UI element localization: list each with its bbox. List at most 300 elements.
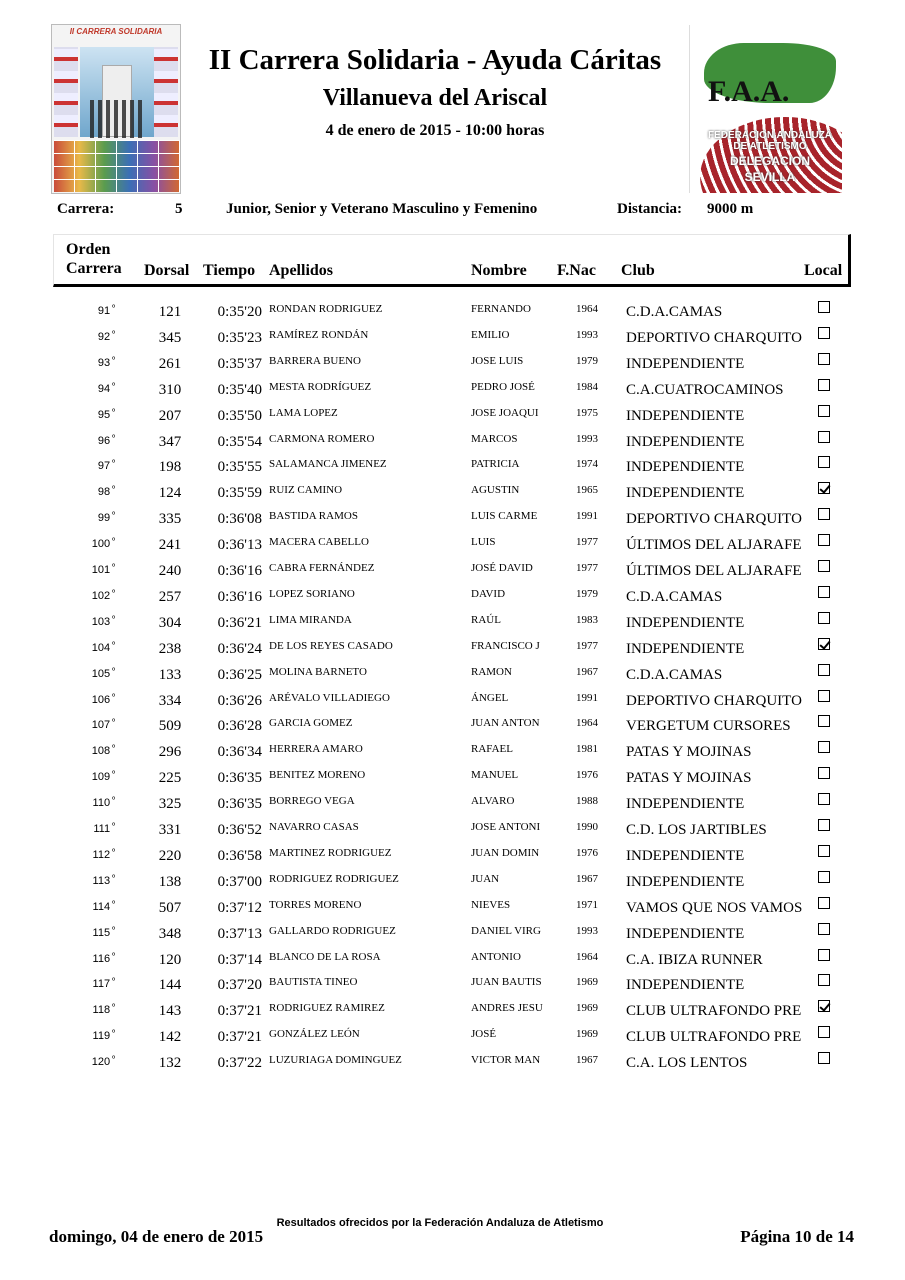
row-nombre: PATRICIA bbox=[471, 458, 520, 470]
row-fnac: 1964 bbox=[576, 303, 598, 315]
row-club: C.D.A.CAMAS bbox=[626, 589, 723, 605]
row-club: DEPORTIVO CHARQUITO bbox=[626, 693, 802, 709]
row-orden-suffix: º bbox=[112, 640, 115, 649]
poster-title: II CARRERA SOLIDARIA bbox=[69, 27, 163, 36]
local-checkbox[interactable] bbox=[818, 353, 830, 365]
row-apellidos: HERRERA AMARO bbox=[269, 743, 363, 755]
col-orden-line1: Orden bbox=[66, 241, 111, 258]
row-orden bbox=[55, 407, 115, 421]
row-fnac: 1993 bbox=[576, 925, 598, 937]
row-tiempo: 0:35'23 bbox=[217, 330, 262, 346]
row-orden-suffix: º bbox=[112, 1028, 115, 1037]
row-nombre: JUAN ANTON bbox=[471, 717, 540, 729]
row-tiempo: 0:37'21 bbox=[217, 1003, 262, 1019]
row-dorsal: 241 bbox=[158, 537, 182, 553]
row-dorsal: 133 bbox=[158, 667, 182, 683]
row-club: VERGETUM CURSORES bbox=[626, 718, 791, 734]
race-category: Junior, Senior y Veterano Masculino y Femenino bbox=[226, 201, 538, 217]
row-dorsal: 121 bbox=[158, 304, 182, 320]
row-nombre: JOSÉ DAVID bbox=[471, 562, 533, 574]
row-apellidos: ARÉVALO VILLADIEGO bbox=[269, 692, 390, 704]
row-dorsal: 138 bbox=[158, 874, 182, 890]
row-dorsal: 310 bbox=[158, 382, 182, 398]
row-nombre: NIEVES bbox=[471, 899, 511, 911]
local-checkbox[interactable] bbox=[818, 1026, 830, 1038]
local-checkbox[interactable] bbox=[818, 949, 830, 961]
row-tiempo: 0:37'22 bbox=[217, 1055, 262, 1071]
row-nombre: FRANCISCO J bbox=[471, 640, 540, 652]
row-apellidos: BAUTISTA TINEO bbox=[269, 976, 358, 988]
row-dorsal: 220 bbox=[158, 848, 182, 864]
row-fnac: 1965 bbox=[576, 484, 598, 496]
row-dorsal: 142 bbox=[158, 1029, 182, 1045]
row-orden-number: 119 bbox=[92, 1030, 111, 1042]
row-apellidos: BLANCO DE LA ROSA bbox=[269, 951, 381, 963]
row-club: C.A. IBIZA RUNNER bbox=[626, 952, 763, 968]
row-orden-number: 100 bbox=[91, 538, 111, 550]
row-club: INDEPENDIENTE bbox=[626, 434, 745, 450]
logo-line3: DELEGACION bbox=[729, 154, 810, 168]
row-fnac: 1964 bbox=[576, 717, 598, 729]
row-orden-suffix: º bbox=[112, 692, 115, 701]
row-apellidos: GARCIA GOMEZ bbox=[269, 717, 353, 729]
row-apellidos: BARRERA BUENO bbox=[269, 355, 361, 367]
row-orden-suffix: º bbox=[112, 925, 115, 934]
row-apellidos: SALAMANCA JIMENEZ bbox=[269, 458, 387, 470]
row-club: ÚLTIMOS DEL ALJARAFE bbox=[626, 537, 802, 553]
row-apellidos: RAMÍREZ RONDÁN bbox=[269, 329, 369, 341]
local-checkbox[interactable] bbox=[818, 1052, 830, 1064]
row-fnac: 1991 bbox=[576, 510, 598, 522]
row-apellidos: MACERA CABELLO bbox=[269, 536, 369, 548]
row-tiempo: 0:36'28 bbox=[217, 718, 262, 734]
row-club: INDEPENDIENTE bbox=[626, 874, 745, 890]
row-fnac: 1969 bbox=[576, 976, 598, 988]
row-fnac: 1993 bbox=[576, 433, 598, 445]
row-club: INDEPENDIENTE bbox=[626, 485, 745, 501]
row-orden-number: 93 bbox=[97, 357, 111, 369]
row-orden-suffix: º bbox=[112, 976, 115, 985]
local-checkbox[interactable] bbox=[818, 715, 830, 727]
row-nombre: JUAN BAUTIS bbox=[471, 976, 542, 988]
row-orden-suffix: º bbox=[112, 1002, 115, 1011]
row-orden bbox=[55, 873, 115, 887]
row-orden-suffix: º bbox=[112, 355, 115, 364]
row-orden bbox=[55, 303, 115, 317]
row-orden-suffix: º bbox=[112, 562, 115, 571]
poster-runners bbox=[90, 100, 144, 138]
row-orden-suffix: º bbox=[112, 873, 115, 882]
row-dorsal: 120 bbox=[158, 952, 182, 968]
row-orden bbox=[55, 666, 115, 680]
row-orden-number: 117 bbox=[92, 978, 111, 990]
row-tiempo: 0:37'20 bbox=[217, 977, 262, 993]
row-nombre: JOSE ANTONI bbox=[471, 821, 541, 833]
row-nombre: LUIS bbox=[471, 536, 496, 548]
row-nombre: RAFAEL bbox=[471, 743, 513, 755]
row-orden bbox=[55, 1028, 115, 1042]
row-dorsal: 304 bbox=[158, 615, 182, 631]
row-orden bbox=[55, 355, 115, 369]
local-checkbox[interactable] bbox=[818, 456, 830, 468]
row-dorsal: 507 bbox=[158, 900, 182, 916]
row-orden-number: 106 bbox=[91, 694, 111, 706]
row-orden-number: 103 bbox=[91, 616, 111, 628]
row-orden bbox=[55, 717, 115, 731]
row-nombre: AGUSTIN bbox=[471, 484, 520, 496]
row-fnac: 1967 bbox=[576, 873, 598, 885]
row-orden-suffix: º bbox=[112, 381, 115, 390]
col-orden-line2: Carrera bbox=[66, 260, 122, 277]
row-apellidos: LOPEZ SORIANO bbox=[269, 588, 355, 600]
row-orden bbox=[55, 821, 115, 835]
row-orden-suffix: º bbox=[112, 717, 115, 726]
row-tiempo: 0:36'35 bbox=[217, 770, 262, 786]
local-checkbox[interactable] bbox=[818, 923, 830, 935]
row-tiempo: 0:37'21 bbox=[217, 1029, 262, 1045]
row-tiempo: 0:37'00 bbox=[217, 874, 262, 890]
row-orden bbox=[55, 692, 115, 706]
row-orden-suffix: º bbox=[112, 329, 115, 338]
row-apellidos: RUIZ CAMINO bbox=[269, 484, 343, 496]
row-apellidos: LUZURIAGA DOMINGUEZ bbox=[269, 1054, 402, 1066]
row-orden bbox=[55, 458, 115, 472]
local-checkbox[interactable] bbox=[818, 767, 830, 779]
row-nombre: ANDRES JESU bbox=[471, 1002, 543, 1014]
local-checkbox[interactable] bbox=[818, 819, 830, 831]
row-club: PATAS Y MOJINAS bbox=[626, 744, 752, 760]
local-checkbox[interactable] bbox=[818, 612, 830, 624]
row-orden-number: 98 bbox=[97, 486, 111, 498]
row-nombre: PEDRO JOSÉ bbox=[471, 381, 535, 393]
event-location: Villanueva del Ariscal bbox=[322, 85, 548, 111]
row-dorsal: 331 bbox=[158, 822, 182, 838]
row-club: INDEPENDIENTE bbox=[626, 641, 745, 657]
row-orden-number: 104 bbox=[91, 642, 111, 654]
row-nombre: LUIS CARME bbox=[471, 510, 538, 522]
row-orden-suffix: º bbox=[112, 588, 115, 597]
row-fnac: 1981 bbox=[576, 743, 598, 755]
row-tiempo: 0:36'08 bbox=[217, 511, 262, 527]
row-orden-number: 111 bbox=[93, 823, 111, 835]
row-orden-suffix: º bbox=[112, 407, 115, 416]
local-checkbox[interactable] bbox=[818, 301, 830, 313]
row-nombre: JOSÉ bbox=[471, 1028, 497, 1040]
footer-date: domingo, 04 de enero de 2015 bbox=[49, 1227, 264, 1246]
col-fnac: F.Nac bbox=[557, 262, 596, 279]
row-orden-suffix: º bbox=[112, 1054, 115, 1063]
local-checkbox[interactable] bbox=[818, 534, 830, 546]
row-nombre: ALVARO bbox=[471, 795, 515, 807]
row-orden-number: 118 bbox=[92, 1004, 111, 1016]
footer-note: Resultados ofrecidos por la Federación Andaluza de Atletismo bbox=[276, 1217, 604, 1229]
row-orden bbox=[55, 536, 115, 550]
row-dorsal: 257 bbox=[158, 589, 182, 605]
col-nombre: Nombre bbox=[471, 262, 527, 279]
row-orden-suffix: º bbox=[112, 743, 115, 752]
row-fnac: 1969 bbox=[576, 1002, 598, 1014]
row-apellidos: NAVARRO CASAS bbox=[269, 821, 359, 833]
row-orden-number: 108 bbox=[91, 745, 111, 757]
row-apellidos: CABRA FERNÁNDEZ bbox=[269, 562, 375, 574]
row-nombre: MARCOS bbox=[471, 433, 518, 445]
logo-line4: SEVILLA bbox=[744, 170, 796, 184]
row-orden-number: 113 bbox=[92, 875, 111, 887]
row-club: INDEPENDIENTE bbox=[626, 796, 745, 812]
row-orden-suffix: º bbox=[112, 433, 115, 442]
local-checkbox[interactable] bbox=[818, 871, 830, 883]
row-tiempo: 0:35'37 bbox=[217, 356, 262, 372]
row-club: INDEPENDIENTE bbox=[626, 977, 745, 993]
logo-abbr: F.A.A. bbox=[708, 75, 790, 108]
row-orden-number: 92 bbox=[97, 331, 111, 343]
row-orden-number: 120 bbox=[91, 1056, 111, 1068]
row-club: INDEPENDIENTE bbox=[626, 848, 745, 864]
row-orden-number: 94 bbox=[97, 383, 111, 395]
poster-left-ads bbox=[54, 47, 78, 137]
row-orden-suffix: º bbox=[112, 458, 115, 467]
row-dorsal: 347 bbox=[158, 434, 182, 450]
row-tiempo: 0:36'24 bbox=[217, 641, 262, 657]
row-orden bbox=[55, 614, 115, 628]
row-nombre: EMILIO bbox=[471, 329, 510, 341]
row-orden bbox=[55, 1002, 115, 1016]
row-orden-suffix: º bbox=[112, 510, 115, 519]
col-local: Local bbox=[804, 262, 843, 279]
row-orden-number: 110 bbox=[92, 797, 111, 809]
row-orden-number: 99 bbox=[97, 512, 111, 524]
row-orden-suffix: º bbox=[112, 821, 115, 830]
row-nombre: ANTONIO bbox=[471, 951, 521, 963]
local-checkbox[interactable] bbox=[818, 845, 830, 857]
row-dorsal: 225 bbox=[158, 770, 182, 786]
row-fnac: 1991 bbox=[576, 692, 598, 704]
row-fnac: 1979 bbox=[576, 588, 598, 600]
local-checkbox-checked[interactable] bbox=[818, 482, 830, 494]
local-checkbox[interactable] bbox=[818, 741, 830, 753]
event-title: II Carrera Solidaria - Ayuda Cáritas bbox=[208, 44, 662, 76]
row-dorsal: 143 bbox=[158, 1003, 182, 1019]
row-tiempo: 0:36'21 bbox=[217, 615, 262, 631]
row-orden-number: 114 bbox=[92, 901, 111, 913]
row-orden bbox=[55, 640, 115, 654]
logo-line2: DE ATLETISMO bbox=[733, 141, 807, 152]
local-checkbox[interactable] bbox=[818, 974, 830, 986]
row-orden-suffix: º bbox=[112, 899, 115, 908]
row-club: CLUB ULTRAFONDO PRE bbox=[626, 1003, 802, 1019]
row-nombre: JUAN bbox=[471, 873, 500, 885]
row-tiempo: 0:36'16 bbox=[217, 589, 262, 605]
row-fnac: 1979 bbox=[576, 355, 598, 367]
row-dorsal: 124 bbox=[158, 485, 182, 501]
row-dorsal: 132 bbox=[158, 1055, 182, 1071]
row-nombre: FERNANDO bbox=[471, 303, 531, 315]
row-orden-suffix: º bbox=[112, 303, 115, 312]
row-club: C.A.CUATROCAMINOS bbox=[626, 382, 784, 398]
row-tiempo: 0:36'25 bbox=[217, 667, 262, 683]
row-dorsal: 198 bbox=[158, 459, 182, 475]
row-club: DEPORTIVO CHARQUITO bbox=[626, 330, 802, 346]
row-orden-number: 96 bbox=[97, 435, 111, 447]
row-orden-number: 109 bbox=[91, 771, 111, 783]
row-apellidos: LAMA LOPEZ bbox=[269, 407, 338, 419]
row-apellidos: TORRES MORENO bbox=[269, 899, 362, 911]
row-dorsal: 348 bbox=[158, 926, 182, 942]
row-dorsal: 509 bbox=[158, 718, 182, 734]
row-orden-number: 102 bbox=[91, 590, 111, 602]
row-fnac: 1983 bbox=[576, 614, 598, 626]
local-checkbox[interactable] bbox=[818, 793, 830, 805]
row-apellidos: RONDAN RODRIGUEZ bbox=[269, 303, 383, 315]
row-orden bbox=[55, 899, 115, 913]
row-nombre: ÁNGEL bbox=[471, 692, 509, 704]
row-apellidos: CARMONA ROMERO bbox=[269, 433, 375, 445]
row-dorsal: 238 bbox=[158, 641, 182, 657]
row-orden bbox=[55, 951, 115, 965]
row-orden bbox=[55, 847, 115, 861]
row-fnac: 1967 bbox=[576, 1054, 598, 1066]
row-orden-suffix: º bbox=[112, 769, 115, 778]
row-fnac: 1971 bbox=[576, 899, 598, 911]
row-orden bbox=[55, 510, 115, 524]
row-nombre: MANUEL bbox=[471, 769, 519, 781]
row-orden-number: 105 bbox=[91, 668, 111, 680]
local-checkbox[interactable] bbox=[818, 690, 830, 702]
row-club: INDEPENDIENTE bbox=[626, 615, 745, 631]
row-nombre: RAÚL bbox=[471, 614, 501, 626]
row-tiempo: 0:36'16 bbox=[217, 563, 262, 579]
local-checkbox[interactable] bbox=[818, 664, 830, 676]
row-nombre: VICTOR MAN bbox=[471, 1054, 541, 1066]
row-apellidos: MARTINEZ RODRIGUEZ bbox=[269, 847, 392, 859]
row-club: ÚLTIMOS DEL ALJARAFE bbox=[626, 563, 802, 579]
poster-sponsor-grid bbox=[54, 140, 180, 192]
poster-right-ads bbox=[154, 47, 178, 137]
row-apellidos: MOLINA BARNETO bbox=[269, 666, 367, 678]
row-orden-number: 115 bbox=[92, 927, 111, 939]
row-dorsal: 207 bbox=[158, 408, 182, 424]
local-checkbox[interactable] bbox=[818, 508, 830, 520]
faa-logo bbox=[689, 25, 842, 193]
row-tiempo: 0:35'54 bbox=[217, 434, 262, 450]
row-orden-number: 107 bbox=[91, 719, 111, 731]
local-checkbox[interactable] bbox=[818, 379, 830, 391]
col-dorsal: Dorsal bbox=[144, 262, 190, 279]
row-orden-suffix: º bbox=[112, 847, 115, 856]
row-nombre: RAMON bbox=[471, 666, 512, 678]
row-nombre: JOSE LUIS bbox=[471, 355, 524, 367]
local-checkbox[interactable] bbox=[818, 586, 830, 598]
row-orden-suffix: º bbox=[112, 666, 115, 675]
local-checkbox[interactable] bbox=[818, 897, 830, 909]
local-checkbox[interactable] bbox=[818, 405, 830, 417]
row-apellidos: BORREGO VEGA bbox=[269, 795, 355, 807]
row-club: INDEPENDIENTE bbox=[626, 926, 745, 942]
row-orden-suffix: º bbox=[112, 536, 115, 545]
row-dorsal: 334 bbox=[158, 693, 182, 709]
row-orden-number: 116 bbox=[92, 953, 111, 965]
col-tiempo: Tiempo bbox=[203, 262, 256, 279]
row-orden-suffix: º bbox=[112, 484, 115, 493]
row-dorsal: 296 bbox=[158, 744, 182, 760]
row-nombre: DANIEL VIRG bbox=[471, 925, 541, 937]
row-fnac: 1976 bbox=[576, 847, 598, 859]
row-apellidos: BENITEZ MORENO bbox=[269, 769, 366, 781]
row-dorsal: 325 bbox=[158, 796, 182, 812]
row-dorsal: 240 bbox=[158, 563, 182, 579]
logo-line1: FEDERACION ANDALUZA bbox=[707, 130, 833, 141]
row-fnac: 1964 bbox=[576, 951, 598, 963]
row-orden-number: 95 bbox=[97, 409, 111, 421]
row-dorsal: 345 bbox=[158, 330, 182, 346]
row-tiempo: 0:36'13 bbox=[217, 537, 262, 553]
row-tiempo: 0:36'35 bbox=[217, 796, 262, 812]
row-fnac: 1988 bbox=[576, 795, 598, 807]
row-club: INDEPENDIENTE bbox=[626, 459, 745, 475]
local-checkbox[interactable] bbox=[818, 560, 830, 572]
local-checkbox-checked[interactable] bbox=[818, 1000, 830, 1012]
row-dorsal: 335 bbox=[158, 511, 182, 527]
row-club: DEPORTIVO CHARQUITO bbox=[626, 511, 802, 527]
row-fnac: 1977 bbox=[576, 640, 598, 652]
row-orden bbox=[55, 484, 115, 498]
row-orden-number: 112 bbox=[92, 849, 111, 861]
row-orden bbox=[55, 433, 115, 447]
footer-page-number: Página 10 de 14 bbox=[740, 1227, 854, 1246]
row-apellidos: BASTIDA RAMOS bbox=[269, 510, 358, 522]
row-orden-suffix: º bbox=[112, 951, 115, 960]
row-tiempo: 0:36'26 bbox=[217, 693, 262, 709]
row-club: CLUB ULTRAFONDO PRE bbox=[626, 1029, 802, 1045]
row-dorsal: 144 bbox=[158, 977, 182, 993]
row-tiempo: 0:35'59 bbox=[217, 485, 262, 501]
row-tiempo: 0:37'12 bbox=[217, 900, 262, 916]
row-tiempo: 0:36'58 bbox=[217, 848, 262, 864]
row-orden bbox=[55, 381, 115, 395]
row-tiempo: 0:35'40 bbox=[217, 382, 262, 398]
row-fnac: 1990 bbox=[576, 821, 598, 833]
row-club: C.D.A.CAMAS bbox=[626, 667, 723, 683]
local-checkbox[interactable] bbox=[818, 327, 830, 339]
local-checkbox-checked[interactable] bbox=[818, 638, 830, 650]
row-tiempo: 0:37'14 bbox=[217, 952, 262, 968]
row-tiempo: 0:37'13 bbox=[217, 926, 262, 942]
row-orden-number: 91 bbox=[97, 305, 111, 317]
col-apellidos: Apellidos bbox=[269, 262, 334, 279]
race-label: Carrera: bbox=[57, 201, 115, 217]
row-apellidos: RODRIGUEZ RAMIREZ bbox=[269, 1002, 385, 1014]
row-nombre: JOSE JOAQUI bbox=[471, 407, 539, 419]
local-checkbox[interactable] bbox=[818, 431, 830, 443]
row-tiempo: 0:35'50 bbox=[217, 408, 262, 424]
row-tiempo: 0:36'34 bbox=[217, 744, 262, 760]
col-club: Club bbox=[621, 262, 655, 279]
row-nombre: DAVID bbox=[471, 588, 506, 600]
row-apellidos: GONZÁLEZ LEÓN bbox=[269, 1028, 360, 1040]
row-fnac: 1993 bbox=[576, 329, 598, 341]
event-date-time: 4 de enero de 2015 - 10:00 horas bbox=[325, 122, 545, 139]
row-orden bbox=[55, 562, 115, 576]
distance-label: Distancia: bbox=[617, 201, 682, 217]
row-apellidos: GALLARDO RODRIGUEZ bbox=[269, 925, 396, 937]
row-club: C.D. LOS JARTIBLES bbox=[626, 822, 767, 838]
row-orden-suffix: º bbox=[112, 614, 115, 623]
row-club: INDEPENDIENTE bbox=[626, 356, 745, 372]
row-apellidos: LIMA MIRANDA bbox=[269, 614, 352, 626]
row-orden bbox=[55, 588, 115, 602]
row-orden bbox=[55, 976, 115, 990]
row-orden bbox=[55, 925, 115, 939]
